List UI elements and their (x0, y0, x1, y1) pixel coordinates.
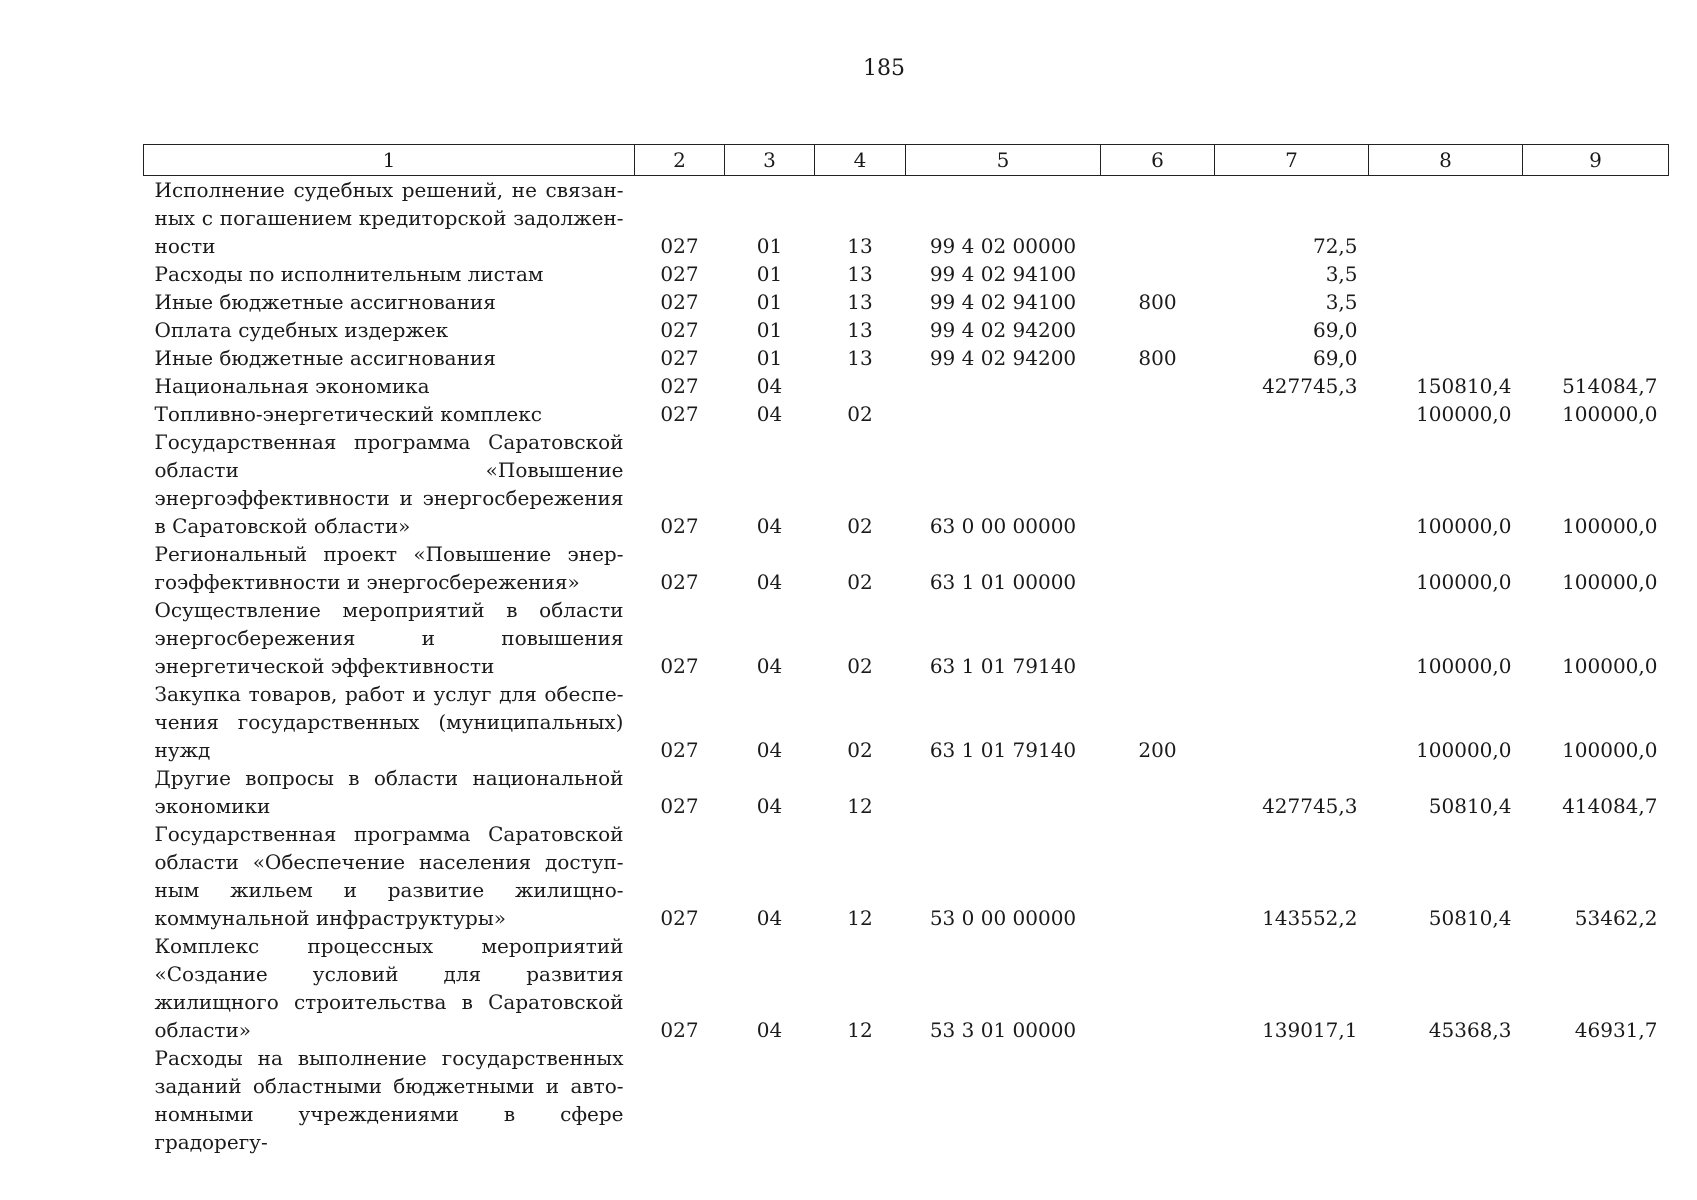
row-name: Иные бюджетные ассигнования (154, 346, 496, 370)
cell-target-article: 63 1 01 79140 (929, 654, 1077, 678)
table-body (144, 176, 1669, 1157)
cell-amount-col9 (1523, 316, 1669, 344)
cell-amount-col7: 69,0 (1312, 346, 1358, 370)
cell-section: 04 (756, 1018, 783, 1042)
cell-expense-type (1101, 764, 1215, 820)
row-name: Исполнение судебных решений, не связанных с погашением кредиторской задолженности (154, 178, 624, 258)
cell-ministry-code: 027 (660, 346, 699, 370)
cell-target-article: 99 4 02 94200 (929, 318, 1077, 342)
row-name: Национальная экономика (154, 374, 430, 398)
cell-expense-type: 800 (1138, 346, 1177, 370)
table-row (144, 540, 1669, 596)
cell-ministry-code: 027 (660, 262, 699, 286)
cell-expense-type (1101, 372, 1215, 400)
header-row (144, 145, 1669, 176)
column-header-9: 9 (1523, 145, 1669, 176)
cell-section (725, 1044, 815, 1156)
cell-subsection (815, 1044, 906, 1156)
column-header-3: 3 (725, 145, 815, 176)
cell-target-article: 99 4 02 00000 (929, 234, 1077, 258)
table-row (144, 932, 1669, 1044)
cell-amount-col7: 143552,2 (1262, 906, 1358, 930)
row-name: Другие вопросы в области национальной экономики (154, 766, 624, 818)
cell-target-article: 53 3 01 00000 (929, 1018, 1077, 1042)
cell-amount-col9: 100000,0 (1562, 738, 1658, 762)
row-name: Расходы на выполнение государственных заданий областными бюджетными и автономными учреждениями в сфере градорегу- (154, 1046, 624, 1154)
cell-amount-col7: 72,5 (1312, 234, 1358, 258)
cell-subsection: 02 (847, 402, 873, 426)
cell-amount-col8 (1369, 288, 1523, 316)
cell-amount-col8 (1369, 260, 1523, 288)
cell-ministry-code: 027 (660, 318, 699, 342)
cell-expense-type (1101, 176, 1215, 261)
cell-subsection: 13 (847, 290, 873, 314)
cell-amount-col8: 50810,4 (1428, 794, 1512, 818)
column-header-8: 8 (1369, 145, 1523, 176)
cell-ministry-code: 027 (660, 402, 699, 426)
cell-amount-col8: 100000,0 (1416, 738, 1512, 762)
cell-amount-col7 (1215, 596, 1369, 680)
cell-ministry-code: 027 (660, 794, 699, 818)
table-row (144, 764, 1669, 820)
column-header-7: 7 (1215, 145, 1369, 176)
table-row (144, 400, 1669, 428)
table-row (144, 176, 1669, 261)
cell-amount-col7: 427745,3 (1262, 794, 1358, 818)
table-row (144, 820, 1669, 932)
cell-section: 04 (756, 654, 783, 678)
table-row (144, 260, 1669, 288)
table-row (144, 288, 1669, 316)
cell-target-article: 99 4 02 94200 (929, 346, 1077, 370)
cell-section: 04 (756, 570, 783, 594)
cell-amount-col9 (1523, 176, 1669, 261)
cell-section: 04 (756, 794, 783, 818)
cell-section: 01 (756, 318, 783, 342)
cell-subsection: 12 (847, 1018, 873, 1042)
cell-amount-col8: 45368,3 (1428, 1018, 1512, 1042)
cell-section: 01 (756, 290, 783, 314)
cell-section: 01 (756, 346, 783, 370)
cell-target-article (906, 372, 1101, 400)
cell-amount-col9: 414084,7 (1562, 794, 1658, 818)
cell-amount-col9: 100000,0 (1562, 570, 1658, 594)
cell-target-article: 63 0 00 00000 (929, 514, 1077, 538)
cell-subsection: 02 (847, 570, 873, 594)
cell-target-article: 63 1 01 79140 (929, 738, 1077, 762)
row-name: Государственная программа Саратовской области «Повышение энергоэффективности и энергосбережения в Саратовской области» (154, 430, 624, 538)
cell-expense-type (1101, 400, 1215, 428)
cell-subsection: 02 (847, 738, 873, 762)
cell-amount-col7 (1215, 1044, 1369, 1156)
cell-amount-col9 (1523, 344, 1669, 372)
cell-amount-col9: 46931,7 (1574, 1018, 1658, 1042)
cell-target-article: 99 4 02 94100 (929, 262, 1077, 286)
row-name: Топливно-энергетический комплекс (154, 402, 542, 426)
cell-section: 04 (756, 402, 783, 426)
cell-amount-col8 (1369, 176, 1523, 261)
budget-table (143, 144, 1669, 1156)
cell-ministry-code: 027 (660, 570, 699, 594)
cell-amount-col8: 100000,0 (1416, 402, 1512, 426)
row-name: Иные бюджетные ассигнования (154, 290, 496, 314)
cell-amount-col7: 69,0 (1312, 318, 1358, 342)
cell-target-article (906, 1044, 1101, 1156)
cell-ministry-code: 027 (660, 738, 699, 762)
cell-amount-col8 (1369, 344, 1523, 372)
cell-ministry-code (635, 1044, 725, 1156)
cell-subsection: 12 (847, 794, 873, 818)
column-header-2: 2 (635, 145, 725, 176)
cell-amount-col8: 100000,0 (1416, 654, 1512, 678)
cell-subsection: 13 (847, 346, 873, 370)
cell-ministry-code: 027 (660, 374, 699, 398)
cell-expense-type (1101, 596, 1215, 680)
row-name: Осуществление мероприятий в области энергосбережения и повышения энергетической эффективности (154, 598, 624, 678)
cell-ministry-code: 027 (660, 906, 699, 930)
cell-amount-col9 (1523, 288, 1669, 316)
cell-section: 04 (756, 514, 783, 538)
cell-expense-type: 200 (1138, 738, 1177, 762)
cell-expense-type (1101, 316, 1215, 344)
cell-amount-col9 (1523, 260, 1669, 288)
cell-amount-col7 (1215, 540, 1369, 596)
row-name: Комплекс процессных мероприятий «Создание условий для развития жилищного строительства в Саратовской области» (154, 934, 624, 1042)
cell-section: 04 (756, 374, 783, 398)
cell-ministry-code: 027 (660, 290, 699, 314)
cell-amount-col8: 50810,4 (1428, 906, 1512, 930)
cell-target-article (906, 764, 1101, 820)
cell-ministry-code: 027 (660, 654, 699, 678)
cell-amount-col9: 514084,7 (1562, 374, 1658, 398)
cell-expense-type (1101, 932, 1215, 1044)
cell-amount-col7 (1215, 400, 1369, 428)
table-row (144, 372, 1669, 400)
column-header-4: 4 (815, 145, 906, 176)
cell-amount-col7 (1215, 680, 1369, 764)
cell-amount-col8: 150810,4 (1416, 374, 1512, 398)
cell-target-article: 99 4 02 94100 (929, 290, 1077, 314)
cell-expense-type: 800 (1138, 290, 1177, 314)
cell-expense-type (1101, 260, 1215, 288)
column-header-5: 5 (906, 145, 1101, 176)
row-name: Оплата судебных издержек (154, 318, 449, 342)
cell-expense-type (1101, 820, 1215, 932)
cell-section: 01 (756, 262, 783, 286)
cell-subsection: 12 (847, 906, 873, 930)
cell-amount-col9: 100000,0 (1562, 402, 1658, 426)
cell-ministry-code: 027 (660, 514, 699, 538)
cell-subsection: 02 (847, 514, 873, 538)
cell-expense-type (1101, 1044, 1215, 1156)
cell-subsection: 13 (847, 234, 873, 258)
cell-subsection: 13 (847, 262, 873, 286)
table-row (144, 316, 1669, 344)
cell-section: 04 (756, 738, 783, 762)
cell-amount-col9: 100000,0 (1562, 654, 1658, 678)
cell-amount-col7: 139017,1 (1262, 1018, 1358, 1042)
table-row (144, 596, 1669, 680)
table-row (144, 344, 1669, 372)
cell-expense-type (1101, 428, 1215, 540)
cell-amount-col7 (1215, 428, 1369, 540)
column-header-1: 1 (144, 145, 635, 176)
row-name: Закупка товаров, работ и услуг для обеспечения государственных (муниципальных) нужд (154, 682, 624, 762)
cell-target-article: 63 1 01 00000 (929, 570, 1077, 594)
cell-subsection (815, 372, 906, 400)
cell-amount-col8 (1369, 1044, 1523, 1156)
cell-section: 04 (756, 906, 783, 930)
page-number: 185 (863, 56, 905, 81)
table-row (144, 428, 1669, 540)
cell-amount-col7: 3,5 (1325, 262, 1358, 286)
row-name: Расходы по исполнительным листам (154, 262, 544, 286)
table-row (144, 1044, 1669, 1156)
row-name: Государственная программа Саратовской области «Обеспечение населения доступным жильем и развитие жилищно-коммунальной инфраструктуры» (154, 822, 624, 930)
cell-target-article: 53 0 00 00000 (929, 906, 1077, 930)
column-header-6: 6 (1101, 145, 1215, 176)
row-name: Региональный проект «Повышение энергоэффективности и энергосбережения» (154, 542, 624, 594)
cell-target-article (906, 400, 1101, 428)
cell-amount-col8: 100000,0 (1416, 570, 1512, 594)
cell-amount-col9: 100000,0 (1562, 514, 1658, 538)
cell-amount-col7: 3,5 (1325, 290, 1358, 314)
table-row (144, 680, 1669, 764)
cell-ministry-code: 027 (660, 234, 699, 258)
cell-amount-col9 (1523, 1044, 1669, 1156)
cell-amount-col9: 53462,2 (1574, 906, 1658, 930)
cell-subsection: 02 (847, 654, 873, 678)
cell-amount-col8: 100000,0 (1416, 514, 1512, 538)
cell-amount-col8 (1369, 316, 1523, 344)
cell-section: 01 (756, 234, 783, 258)
cell-subsection: 13 (847, 318, 873, 342)
cell-expense-type (1101, 540, 1215, 596)
cell-amount-col7: 427745,3 (1262, 374, 1358, 398)
cell-ministry-code: 027 (660, 1018, 699, 1042)
